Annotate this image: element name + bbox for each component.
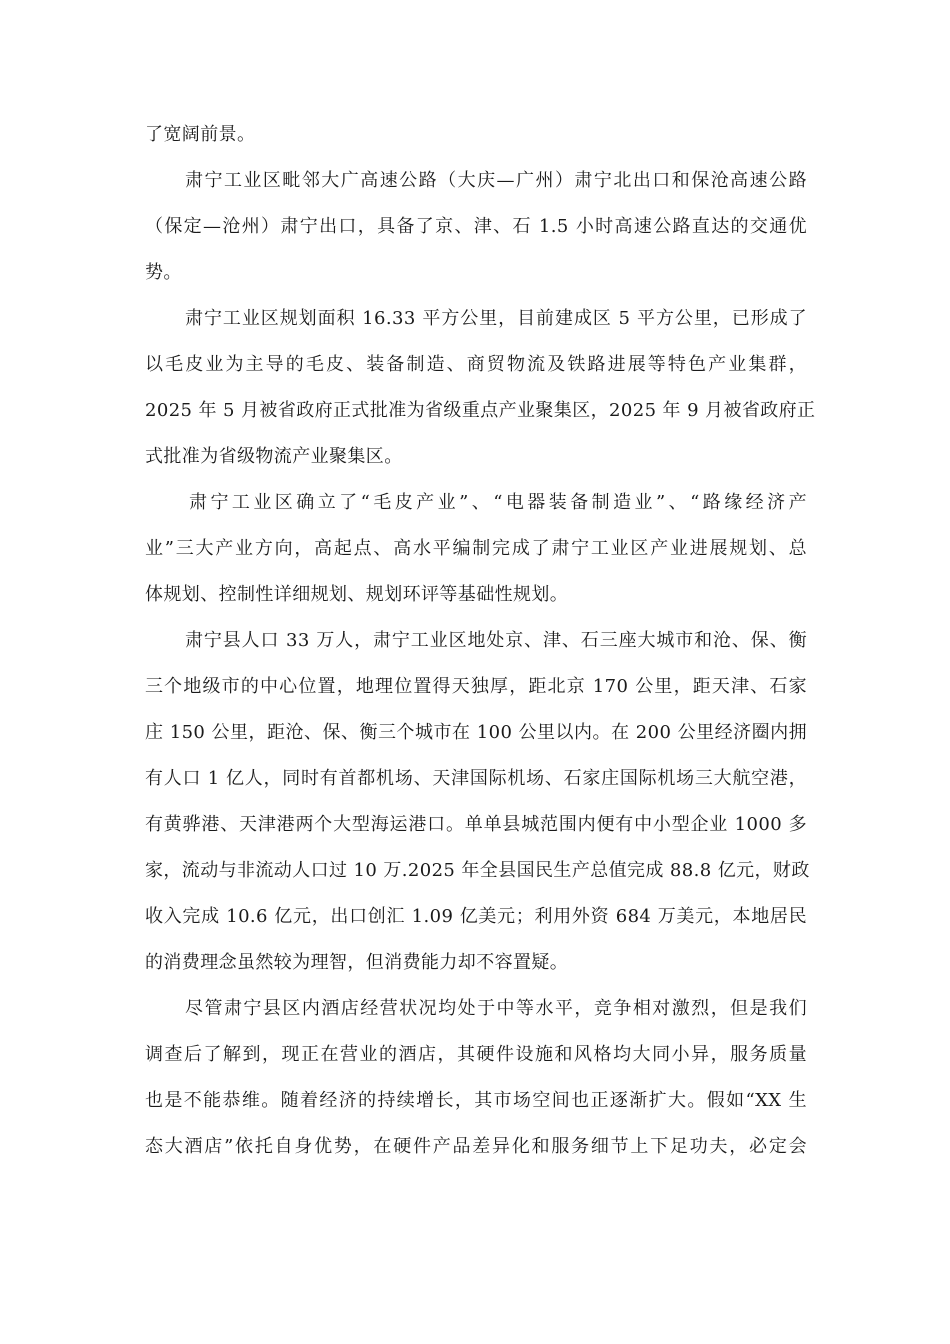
text-line: 式批准为省级物流产业聚集区。 (145, 446, 403, 467)
document-body (145, 112, 816, 1170)
text-line: 体规划、控制性详细规划、规划环评等基础性规划。 (145, 584, 569, 605)
text-line: 2025 年 5 月被省政府正式批准为省级重点产业聚集区，2025 年 9 月被省政府正 (145, 400, 816, 421)
text-line: 以毛皮业为主导的毛皮、装备制造、商贸物流及铁路进展等特色产业集群， (145, 354, 807, 375)
text-line: 调查后了解到，现正在营业的酒店，其硬件设施和风格均大同小异，服务质量 (145, 1044, 807, 1065)
text-line: 业”三大产业方向，高起点、高水平编制完成了肃宁工业区产业进展规划、总 (145, 538, 807, 559)
text-line: 庄 150 公里，距沧、保、衡三个城市在 100 公里以内。在 200 公里经济圈内拥 (145, 722, 807, 743)
text-line: 也是不能恭维。随着经济的持续增长，其市场空间也正逐渐扩大。假如“XX 生 (145, 1090, 807, 1111)
text-line: 肃宁工业区规划面积 16.33 平方公里，目前建成区 5 平方公里，已形成了 (185, 308, 807, 329)
paragraph (145, 296, 816, 480)
text-line: 肃宁县人口 33 万人，肃宁工业区地处京、津、石三座大城市和沧、保、衡 (185, 630, 807, 651)
text-line: 收入完成 10.6 亿元，出口创汇 1.09 亿美元；利用外资 684 万美元，本地居民 (145, 906, 807, 927)
text-line: 势。 (145, 262, 182, 283)
paragraph (145, 480, 807, 618)
text-line: 有黄骅港、天津港两个大型海运港口。单单县城范围内便有中小型企业 1000 多 (145, 814, 807, 835)
text-line: 态大酒店”依托自身优势，在硬件产品差异化和服务细节上下足功夫，必定会 (145, 1136, 807, 1157)
text-line: 的消费理念虽然较为理智，但消费能力却不容置疑。 (145, 952, 569, 973)
paragraph (145, 618, 810, 986)
text-line: 家，流动与非流动人口过 10 万.2025 年全县国民生产总值完成 88.8 亿元，财政 (145, 860, 810, 881)
text-line: 尽管肃宁县区内酒店经营状况均处于中等水平，竞争相对激烈，但是我们 (185, 998, 807, 1019)
text-line: 了宽阔前景。 (145, 124, 256, 145)
text-line: 肃宁工业区毗邻大广高速公路（大庆—广州）肃宁北出口和保沧高速公路 (185, 170, 807, 191)
text-line: 有人口 1 亿人，同时有首都机场、天津国际机场、石家庄国际机场三大航空港， (145, 768, 807, 789)
text-line: 肃宁工业区确立了“毛皮产业”、“电器装备制造业”、“路缘经济产 (189, 492, 807, 513)
paragraph (145, 158, 807, 296)
paragraph (145, 986, 807, 1170)
paragraph (145, 112, 807, 158)
text-line: 三个地级市的中心位置，地理位置得天独厚，距北京 170 公里，距天津、石家 (145, 676, 807, 697)
text-line: （保定—沧州）肃宁出口，具备了京、津、石 1.5 小时高速公路直达的交通优 (145, 216, 807, 237)
